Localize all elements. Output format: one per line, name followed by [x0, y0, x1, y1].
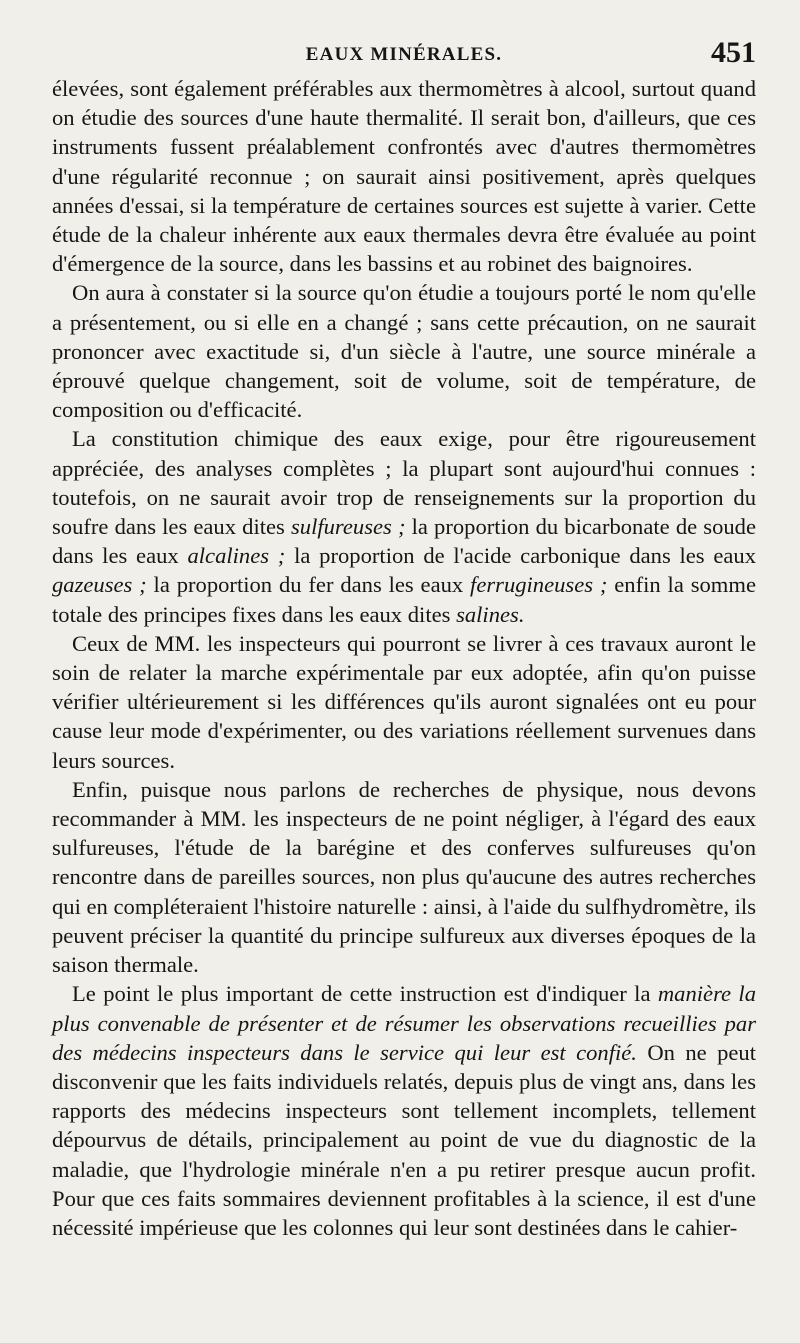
paragraph	[52, 74, 756, 278]
italic-text: alcalines ;	[187, 543, 286, 569]
text-run: On aura à constater si la source qu'on étudie a toujours porté le nom qu'elle a présentement, ou si elle en a changé ; sans cette précaution, on ne saurait prononcer avec exactitude si, d'un siècle à l'autre, une source minérale a éprouvé quelque changement, soit de volume, soit de température, de composition ou d'efficacité.	[52, 280, 756, 423]
italic-text: sulfureuses ;	[290, 514, 406, 540]
italic-text: ferrugineuses ;	[470, 572, 608, 598]
paragraph	[52, 979, 756, 1242]
paragraph	[52, 775, 756, 979]
running-title: EAUX MINÉRALES.	[305, 44, 503, 65]
italic-text: gazeuses ;	[52, 572, 147, 598]
text-run: la proportion du bicarbonate de soude dans les eaux	[52, 514, 756, 569]
italic-text: salines.	[456, 601, 525, 627]
text-run: La constitution chimique des eaux exige, pour être rigoureusement appréciée, des analyses complètes ; la plupart sont aujourd'hui connues : toutefois, on ne saurait avoir trop de renseignements sur la proportion du soufre dans les eaux dites	[52, 426, 756, 540]
paragraph	[52, 278, 756, 424]
text-run: On ne peut disconvenir que les faits individuels relatés, depuis plus de vingt ans, dans les rapports des médecins inspecteurs sont tellement incomplets, tellement dépourvus de détails, principalement au point de vue du diagnostic de la maladie, que l'hydrologie minérale n'en a pu retirer presque aucun profit. Pour que ces faits sommaires deviennent profitables à la science, il est d'une nécessité impérieuse que les colonnes qui leur sont destinées dans le cahier-	[52, 1039, 756, 1240]
text-run: la proportion du fer dans les eaux	[146, 572, 471, 598]
text-run: la proportion de l'acide carbonique dans les eaux	[285, 543, 757, 569]
body-text	[52, 74, 756, 1242]
italic-text: manière la plus convenable de présenter et de résumer les observations recueillies par des médecins inspecteurs dans le service qui leur est confié.	[52, 981, 757, 1065]
running-head	[52, 32, 756, 74]
paragraph	[52, 424, 756, 628]
paragraph	[52, 629, 756, 775]
text-run: Ceux de MM. les inspecteurs qui pourront se livrer à ces travaux auront le soin de relater la marche expérimentale par eux adoptée, afin qu'on puisse vérifier ultérieurement si les différences qu'ils auront signalées ont eu pour cause leur mode d'expérimenter, ou des variations réellement survenues dans leurs sources.	[52, 630, 756, 773]
text-run: Le point le plus important de cette instruction est d'indiquer la	[72, 981, 658, 1007]
page-number: 451	[711, 36, 756, 69]
text-run: Enfin, puisque nous parlons de recherches de physique, nous devons recommander à MM. les inspecteurs de ne point négliger, à l'égard des eaux sulfureuses, l'étude de la barégine et des conferves sulfureuses qu'on rencontre dans de pareilles sources, non plus qu'aucune des autres recherches qui en compléteraient l'histoire naturelle : ainsi, à l'aide du sulfhydromètre, ils peuvent préciser la quantité du principe sulfureux aux diverses époques de la saison thermale.	[52, 776, 756, 978]
text-run: enfin la somme totale des principes fixes dans les eaux dites	[52, 572, 756, 627]
text-run: élevées, sont également préférables aux thermomètres à alcool, surtout quand on étudie des sources d'une haute thermalité. Il serait bon, d'ailleurs, que ces instruments fussent préalablement confrontés avec d'autres thermomètres d'une régularité reconnue ; on saurait ainsi positivement, après quelques années d'essai, si la température de certaines sources est sujette à varier. Cette étude de la chaleur inhérente aux eaux thermales devra être évaluée au point d'émergence de la source, dans les bassins et au robinet des baignoires.	[52, 76, 756, 277]
